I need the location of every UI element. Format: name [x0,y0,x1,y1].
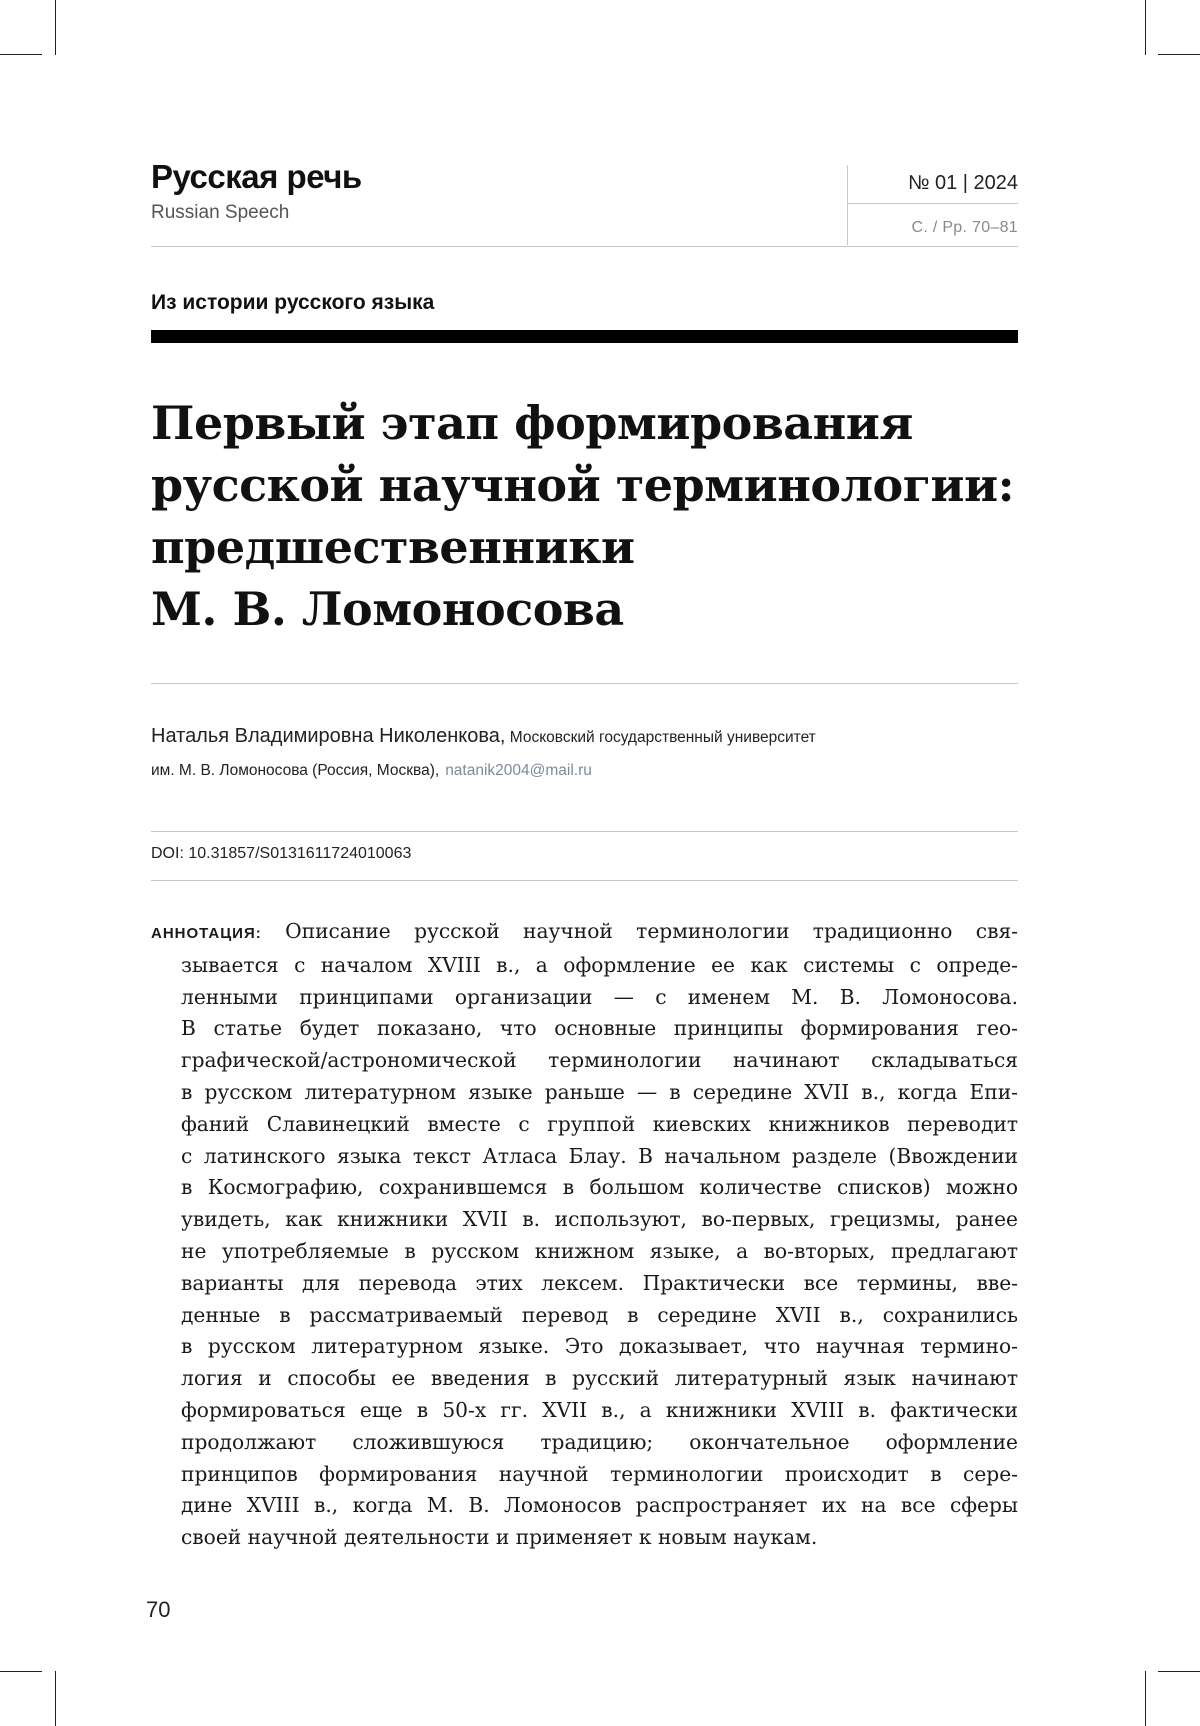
divider [151,683,1018,684]
abstract [151,916,1018,1554]
author-email-link[interactable]: natanik2004@mail.ru [445,762,592,779]
author-affiliation-cont: им. М. В. Ломоносова (Россия, Москва), [151,762,440,779]
article-title-line: предшественники [151,520,635,574]
page-range: С. / Pp. 70–81 [911,219,1018,236]
article-title-line: М. В. Ломоносова [151,582,624,636]
crop-mark [0,54,42,55]
abstract-line: В статье будет показано, что основные принципы формирования гео- [181,1016,1018,1041]
page-number: 70 [146,1597,171,1622]
abstract-line: не употребляемые в русском книжном языке, а во-вторых, предлагают [181,1238,1018,1263]
abstract-line: денные в рассматриваемый перевод в середине XVII в., сохранились [181,1302,1018,1327]
divider [151,831,1018,832]
abstract-line: своей научной деятельности и применяет к новым наукам. [181,1525,818,1550]
article-title-line: русской научной терминологии: [151,458,1015,512]
doi: DOI: 10.31857/S0131611724010063 [151,845,412,862]
abstract-line: принципов формирования научной терминологии происходит в сере- [181,1461,1018,1486]
crop-mark [1145,0,1146,55]
abstract-line: Описание русской научной терминологии традиционно свя- [285,919,1019,943]
abstract-line: формироваться еще в 50-х гг. XVII в., а книжники XVIII в. фактически [181,1397,1018,1422]
abstract-line: увидеть, как книжники XVII в. используют, во-первых, грецизмы, ранее [181,1207,1018,1232]
section-bar [151,330,1018,343]
journal-title: Русская речь [151,158,362,195]
abstract-line: с латинского языка текст Атласа Блау. В начальном разделе (Ввождении [181,1143,1018,1168]
crop-mark [0,1671,42,1672]
author-block [151,718,1018,786]
article-title-line: Первый этап формирования [151,396,913,450]
journal-subtitle: Russian Speech [151,202,290,223]
crop-mark [1158,1671,1200,1672]
crop-mark [55,0,56,55]
crop-mark [55,1671,56,1726]
abstract-line: варианты для перевода этих лексем. Практически все термины, вве- [181,1270,1018,1295]
abstract-line: ленными принципами организации — с именем М. В. Ломоносова. [181,984,1018,1009]
abstract-line: в русском литературном языке. Это доказывает, что научная термино- [181,1334,1018,1359]
article-title [151,392,1018,640]
author-affiliation: Московский государственный университет [509,729,816,746]
crop-mark [1145,1671,1146,1726]
abstract-line: продолжают сложившуюся традицию; окончательное оформление [181,1429,1018,1454]
abstract-line: графической/астрономической терминологии начинают складываться [181,1048,1018,1073]
crop-mark [1158,54,1200,55]
abstract-label: АННОТАЦИЯ: [151,925,262,942]
issue-number: № 01 | 2024 [907,172,1018,194]
author-name: Наталья Владимировна Николенкова, [151,725,506,747]
header-divider [847,165,848,245]
divider [151,880,1018,881]
abstract-line: фаний Славинецкий вместе с группой киевских книжников переводит [181,1111,1018,1136]
header-rule [151,246,1018,247]
abstract-line: в Космографию, сохранившемся в большом количестве списков) можно [181,1175,1018,1200]
abstract-line: логия и способы ее введения в русский литературный язык начинают [181,1366,1018,1391]
issue-divider [848,203,1018,204]
abstract-line: дине XVIII в., когда М. В. Ломоносов распространяет их на все сферы [181,1493,1018,1518]
section-heading: Из истории русского языка [151,291,435,314]
abstract-line: зывается с началом XVIII в., а оформление ее как системы с опреде- [181,952,1018,977]
abstract-line: в русском литературном языке раньше — в середине XVII в., когда Епи- [181,1079,1018,1104]
